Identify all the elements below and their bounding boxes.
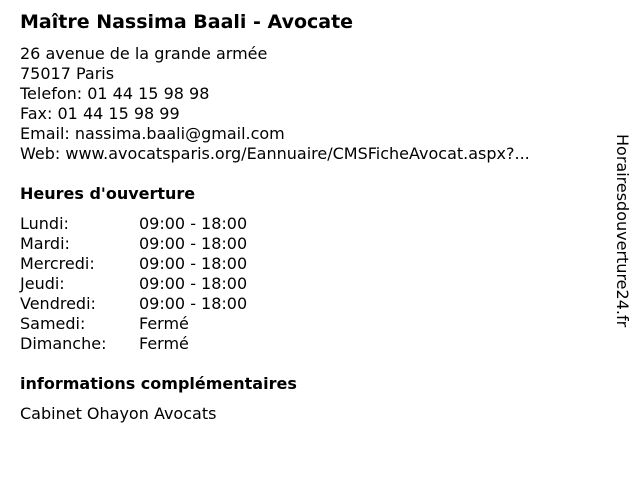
hours-day: Vendredi:	[20, 294, 96, 313]
hours-heading: Heures d'ouverture	[20, 184, 196, 203]
hours-day: Jeudi:	[20, 274, 65, 293]
hours-time: Fermé	[139, 334, 189, 353]
contact-block	[20, 44, 530, 164]
hours-time: 09:00 - 18:00	[139, 234, 248, 253]
hours-time: 09:00 - 18:00	[139, 294, 248, 313]
hours-time: 09:00 - 18:00	[139, 274, 248, 293]
email-label: Email:	[20, 124, 70, 143]
fax-line	[20, 104, 530, 124]
web-label: Web:	[20, 144, 61, 163]
page-title: Maître Nassima Baali - Avocate	[20, 11, 354, 33]
site-brand-watermark: Horairesdouverture24.fr	[613, 134, 632, 328]
hours-time: 09:00 - 18:00	[139, 214, 248, 233]
phone-label: Telefon:	[20, 84, 83, 103]
hours-day: Lundi:	[20, 214, 69, 233]
hours-time: Fermé	[139, 314, 189, 333]
hours-time: 09:00 - 18:00	[139, 254, 248, 273]
web-line	[20, 144, 530, 164]
email-line	[20, 124, 530, 144]
address-street: 26 avenue de la grande armée	[20, 44, 268, 63]
hours-day: Mardi:	[20, 234, 70, 253]
phone-number[interactable]: 01 44 15 98 98	[87, 84, 210, 103]
fax-number: 01 44 15 98 99	[57, 104, 180, 123]
phone-line	[20, 84, 530, 104]
hours-day: Mercredi:	[20, 254, 95, 273]
fax-label: Fax:	[20, 104, 53, 123]
web-link[interactable]: www.avocatsparis.org/Eannuaire/CMSFicheAvocat.aspx?...	[65, 144, 530, 163]
hours-day: Dimanche:	[20, 334, 107, 353]
email-link[interactable]: nassima.baali@gmail.com	[74, 124, 285, 143]
info-text: Cabinet Ohayon Avocats	[20, 404, 217, 423]
info-heading: informations complémentaires	[20, 374, 297, 393]
address-city: 75017 Paris	[20, 64, 115, 83]
hours-day: Samedi:	[20, 314, 86, 333]
